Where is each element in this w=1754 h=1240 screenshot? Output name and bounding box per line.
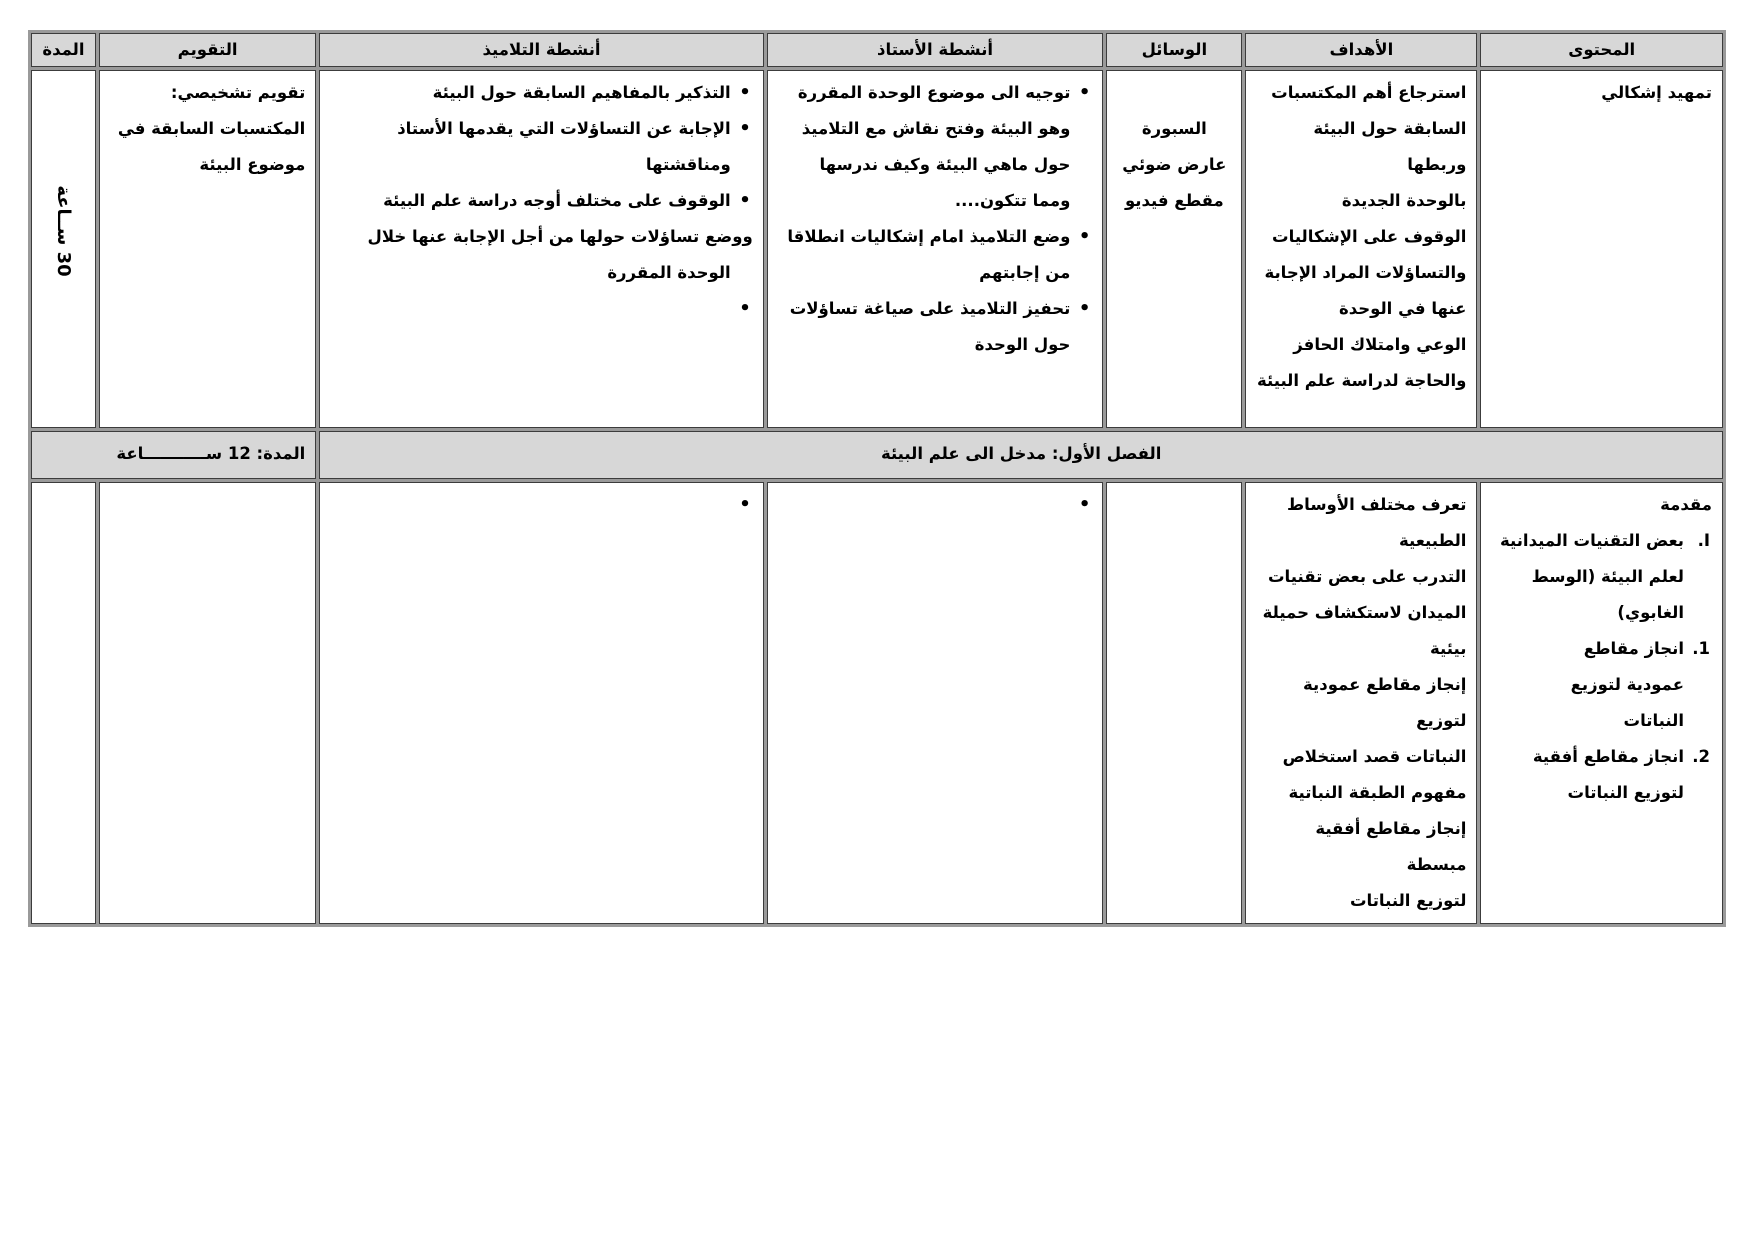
list-line bbox=[330, 291, 730, 327]
list-item bbox=[1491, 739, 1710, 811]
objective-line: الميدان لاستكشاف حميلة bbox=[1262, 603, 1467, 622]
list-line: • الوقوف على مختلف أوجه دراسة علم البيئة bbox=[383, 191, 731, 210]
objective-line: الوقوف على الإشكاليات bbox=[1272, 227, 1467, 246]
objective-line: استرجاع أهم المكتسبات bbox=[1271, 83, 1467, 102]
intro-evaluation-cell bbox=[99, 70, 316, 428]
objective-line: والحاجة لدراسة علم البيئة bbox=[1256, 371, 1467, 390]
list-line: لتوزيع النباتات bbox=[1567, 783, 1684, 802]
chapter-means-cell bbox=[1106, 482, 1242, 924]
list-item bbox=[778, 487, 1071, 523]
content-items-list bbox=[1491, 631, 1712, 811]
chapter-duration: المدة: 12 ســـــــــــاعة bbox=[31, 431, 316, 479]
objective-line: لتوزيع النباتات bbox=[1349, 891, 1467, 910]
list-item bbox=[778, 291, 1071, 363]
list-line: • التذكير بالمفاهيم السابقة حول البيئة bbox=[432, 83, 731, 102]
teacher-activities-list bbox=[778, 75, 1093, 363]
evaluation-line: موضوع البيئة bbox=[199, 155, 306, 174]
chapter-evaluation-cell bbox=[99, 482, 316, 924]
header-duration: المدة bbox=[31, 33, 96, 67]
list-line: بعض التقنيات الميدانية bbox=[1500, 531, 1684, 550]
header-content: المحتوى bbox=[1480, 33, 1723, 67]
list-line: • وضع التلاميذ امام إشكاليات انطلاقا bbox=[787, 227, 1071, 246]
objective-line: مفهوم الطبقة النباتية bbox=[1288, 783, 1467, 802]
list-item bbox=[330, 183, 753, 291]
list-line: الغابوي) bbox=[1617, 603, 1684, 622]
list-line: انجاز مقاطع bbox=[1583, 639, 1684, 658]
evaluation-line: تقويم تشخيصي: bbox=[170, 83, 306, 102]
header-evaluation: التقويم bbox=[99, 33, 316, 67]
list-item bbox=[1491, 523, 1710, 631]
list-line: وهو البيئة وفتح نقاش مع التلاميذ bbox=[801, 119, 1071, 138]
teacher-activities-list bbox=[778, 487, 1093, 523]
means-line bbox=[1117, 75, 1231, 111]
header-student-activities: أنشطة التلاميذ bbox=[319, 33, 763, 67]
objective-line: عنها في الوحدة bbox=[1338, 299, 1467, 318]
chapter-content-cell bbox=[1480, 482, 1723, 924]
list-item bbox=[778, 75, 1071, 219]
means-line: عارض ضوئي bbox=[1122, 155, 1227, 174]
duration-wrap bbox=[32, 71, 95, 427]
item-marker: 2. bbox=[1692, 747, 1710, 766]
chapter-teacher-activities-cell bbox=[767, 482, 1104, 924]
intro-content: تمهيد إشكالي bbox=[1601, 83, 1712, 102]
chapter-row bbox=[31, 482, 1723, 924]
list-line: انجاز مقاطع أفقية bbox=[1532, 747, 1684, 766]
content-intro: مقدمة bbox=[1660, 495, 1712, 514]
content-section-list bbox=[1491, 523, 1712, 631]
chapter-duration-cell bbox=[31, 482, 96, 924]
section-marker: I. bbox=[1697, 531, 1710, 550]
student-activities-list bbox=[330, 487, 752, 523]
chapter-title: الفصل الأول: مدخل الى علم البيئة bbox=[319, 431, 1723, 479]
objective-line: والتساؤلات المراد الإجابة bbox=[1264, 263, 1467, 282]
list-line: حول ماهي البيئة وكيف ندرسها bbox=[819, 155, 1071, 174]
list-line: • الإجابة عن التساؤلات التي يقدمها الأستاذ bbox=[397, 119, 731, 138]
list-line: الوحدة المقررة bbox=[607, 263, 731, 282]
chapter-objectives-cell bbox=[1245, 482, 1477, 924]
list-item bbox=[330, 111, 730, 183]
list-line: ووضع تساؤلات حولها من أجل الإجابة عنها خلال bbox=[367, 227, 753, 246]
objective-line: إنجاز مقاطع عمودية لتوزيع bbox=[1303, 675, 1467, 730]
lesson-plan-table bbox=[28, 30, 1726, 927]
means-line: السبورة bbox=[1141, 119, 1207, 138]
intro-objectives-cell bbox=[1245, 70, 1477, 428]
objective-line: الطبيعية bbox=[1398, 531, 1467, 550]
intro-student-activities-cell bbox=[319, 70, 763, 428]
list-item bbox=[330, 487, 730, 523]
list-line: • توجيه الى موضوع الوحدة المقررة bbox=[797, 83, 1071, 102]
objective-line: النباتات قصد استخلاص bbox=[1282, 747, 1467, 766]
objective-line: بيئية bbox=[1430, 639, 1467, 658]
intro-content-cell bbox=[1480, 70, 1723, 428]
intro-duration-cell bbox=[31, 70, 96, 428]
objective-line: إنجاز مقاطع أفقية مبسطة bbox=[1315, 819, 1467, 874]
list-item bbox=[1491, 631, 1710, 739]
evaluation-line: المكتسبات السابقة في bbox=[117, 119, 306, 138]
list-line: من إجابتهم bbox=[979, 263, 1071, 282]
chapter-band-row bbox=[31, 431, 1723, 479]
list-line: ومما تتكون.... bbox=[954, 191, 1071, 210]
chapter-student-activities-cell bbox=[319, 482, 763, 924]
list-line: لعلم البيئة (الوسط bbox=[1531, 567, 1684, 586]
intro-row bbox=[31, 70, 1723, 428]
objective-line: الوعي وامتلاك الحافز bbox=[1293, 335, 1467, 354]
header-teacher-activities: أنشطة الأستاذ bbox=[767, 33, 1104, 67]
list-line: • تحفيز التلاميذ على صياغة تساؤلات bbox=[789, 299, 1071, 318]
header-row bbox=[31, 33, 1723, 67]
objective-line: بالوحدة الجديدة bbox=[1341, 191, 1467, 210]
list-item bbox=[330, 75, 730, 111]
means-line: مقطع فيديو bbox=[1124, 191, 1224, 210]
intro-means-cell bbox=[1106, 70, 1242, 428]
objective-line: السابقة حول البيئة وربطها bbox=[1313, 119, 1467, 174]
list-line: ومناقشتها bbox=[645, 155, 731, 174]
student-activities-list bbox=[330, 75, 752, 327]
list-line: حول الوحدة bbox=[974, 335, 1071, 354]
list-item bbox=[778, 219, 1071, 291]
intro-duration: 30 ســاعة bbox=[53, 185, 75, 277]
list-line: عمودية لتوزيع bbox=[1570, 675, 1684, 694]
intro-teacher-activities-cell bbox=[767, 70, 1104, 428]
objective-line: التدرب على بعض تقنيات bbox=[1267, 567, 1467, 586]
objective-line: تعرف مختلف الأوساط bbox=[1287, 495, 1467, 514]
header-objectives: الأهداف bbox=[1245, 33, 1477, 67]
list-item bbox=[330, 291, 730, 327]
item-marker: 1. bbox=[1692, 639, 1710, 658]
list-line: النباتات bbox=[1623, 711, 1684, 730]
header-means: الوسائل bbox=[1106, 33, 1242, 67]
